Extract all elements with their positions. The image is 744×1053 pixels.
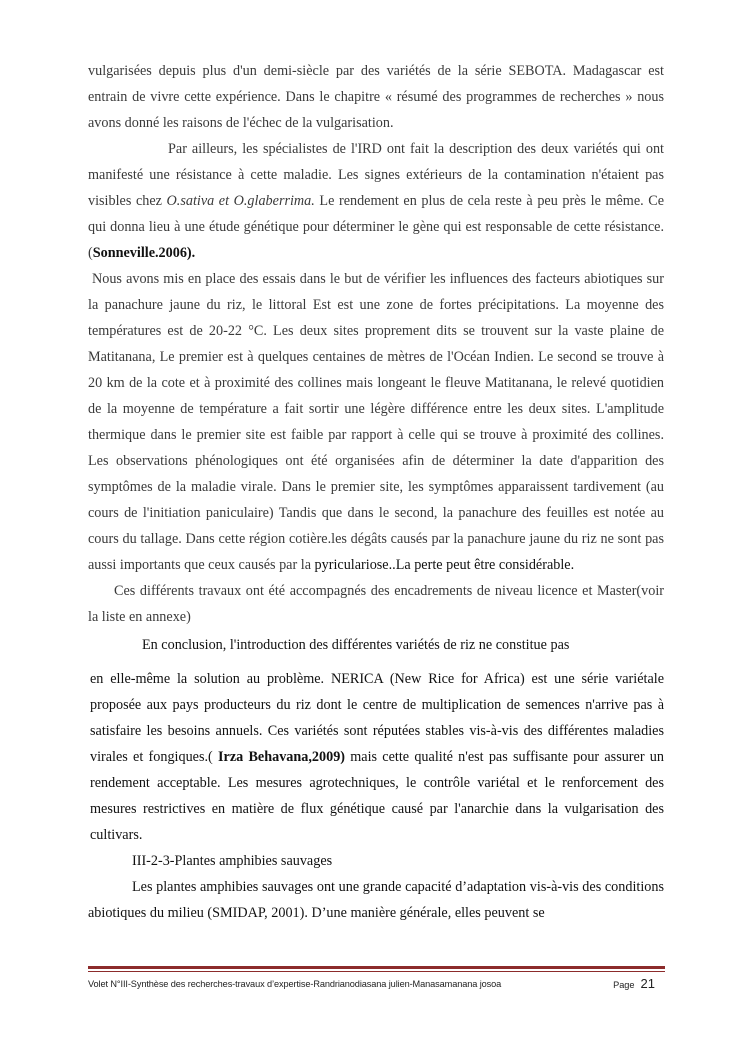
paragraph-5	[88, 666, 664, 848]
paragraph-4-text: Ces différents travaux ont été accompagnés des encadrements de niveau licence et Master(voir la liste en annexe)	[88, 583, 664, 625]
page-indicator	[613, 976, 655, 991]
species-names: O.sativa et O.glaberrima.	[166, 193, 315, 209]
paragraph-3	[88, 266, 664, 578]
footer-rule-thick	[88, 966, 665, 969]
paragraph-2-text-b: Le rendement en plus de cela reste à peu près le même. Ce qui donna lieu à une étude génétique pour déterminer le gène qui est responsable de cette résistance.(	[88, 193, 665, 261]
section-heading: III-2-3-Plantes amphibies sauvages	[132, 853, 333, 869]
page-label: Page	[613, 980, 635, 990]
paragraph-2	[88, 136, 664, 266]
paragraph-1	[88, 58, 664, 136]
paragraph-1-text: vulgarisées depuis plus d'un demi-siècle par des variétés de la série SEBOTA. Madagascar est entrain de vivre cette expérience. Dans le chapitre « résumé des programmes de recherches » nous avons donné les raisons de l'échec de la vulgarisation.	[88, 63, 664, 131]
paragraph-5-first-line	[88, 632, 664, 658]
paragraph-3-text-b: pyriculariose..La perte peut être considérable.	[314, 557, 575, 573]
paragraph-6-text: Les plantes amphibies sauvages ont une grande capacité d’adaptation vis-à-vis des conditions abiotiques du milieu (SMIDAP, 2001). D’une manière générale, elles peuvent se	[88, 879, 664, 921]
footer-title: Volet N°III-Synthèse des recherches-travaux d’expertise-Randrianodiasana julien-Manasamanana josoa	[88, 979, 502, 989]
main-text	[88, 58, 664, 926]
citation-sonneville: Sonneville.2006).	[92, 245, 196, 261]
paragraph-5-text-a: en elle-même la solution au problème. NERICA (New Rice for Africa) est une série variétale proposée aux pays producteurs du riz dont le centre de multiplication de semences n'arrive pas à satisfaire les besoins annuels. Ces variétés sont réputées stables vis-à-vis des différentes maladies virales et fongiques.(	[90, 671, 664, 765]
page-footer	[88, 976, 665, 994]
paragraph-5-first-text: En conclusion, l'introduction des différentes variétés de riz ne constitue pas	[142, 637, 570, 653]
footer-rule-thin	[88, 971, 665, 972]
paragraph-3-text-a: Nous avons mis en place des essais dans le but de vérifier les influences des facteurs abiotiques sur la panachure jaune du riz, le littoral Est est une zone de fortes précipitations. La moyenne des températures est de 20-22 °C. Les deux sites proprement dits se trouvent sur la vaste plaine de Matitanana, Le premier est à quelques centaines de mètres de l'Océan Indien. Le second se trouve à 20 km de la cote et à proximité des collines mais longeant le fleuve Matitanana, le relevé quotidien de la moyenne de température a fait sortir une légère différence entre les deux sites. L'amplitude thermique dans le premier site est faible par rapport à celle qui se trouve à proximité des collines. Les observations phénologiques ont été organisées afin de déterminer la date d'apparition des symptômes de la maladie virale. Dans le premier site, les symptômes apparaissent tardivement (au cours de l'initiation paniculaire) Tandis que dans le second, la panachure des feuilles est notée au cours du tallage. Dans cette région cotière.les dégâts causés par la panachure jaune du riz ne sont pas aussi importants que ceux causés par la	[88, 271, 664, 573]
paragraph-2-text-a: Par ailleurs, les spécialistes de l'IRD ont fait la description des deux variétés qui ont manifesté une résistance à cette maladie. Les signes extérieurs de la contamination n'étaient pas visibles chez	[88, 141, 664, 209]
citation-irza: Irza Behavana,2009)	[218, 749, 346, 765]
paragraph-5-text-b: mais cette qualité n'est pas suffisante pour assurer un rendement acceptable. Les mesures agrotechniques, le contrôle variétal et le renforcement des mesures restrictives en matière de flux génétique causé par l'anarchie dans la vulgarisation des cultivars.	[90, 749, 664, 843]
paragraph-6	[88, 874, 664, 926]
page-number: 21	[640, 976, 655, 991]
paragraph-4	[88, 578, 664, 630]
